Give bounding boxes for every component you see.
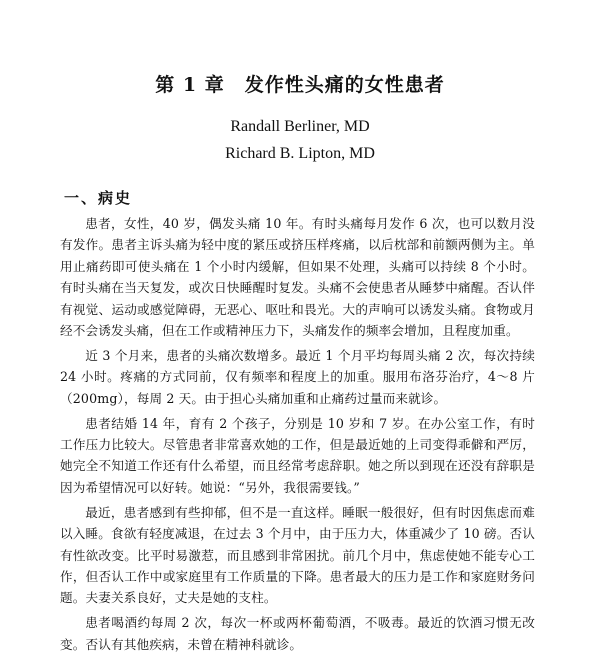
chapter-title: 第 1 章 发作性头痛的女性患者 xyxy=(155,74,445,96)
paragraph: 患者喝酒约每周 2 次，每次一杯或两杯葡萄酒，不吸毒。最近的饮酒习惯无改变。否认有其他疾病，未曾在精神科就诊。 xyxy=(60,615,535,652)
paragraph: 患者，女性，40 岁，偶发头痛 10 年。有时头痛每月发作 6 次，也可以数月没有发作。患者主诉头痛为轻中度的紧压或挤压样疼痛，以后枕部和前额两侧为主。单用止痛药即可使头痛在 1 个小时内缓解，但如果不处理，头痛可以持续 8 个小时。有时头痛在当天复发，或次日快睡醒时复发。头痛不会使患者从睡梦中痛醒。否认伴有视觉、运动或感觉障碍，无恶心、呕吐和畏光。大的声响可以诱发头痛。食物或月经不会诱发头痛，但在工作或精神压力下，头痛发作的频率会增加，且程度加重。 xyxy=(60,216,535,339)
paragraph: 近 3 个月来，患者的头痛次数增多。最近 1 个月平均每周头痛 2 次，每次持续 24 小时。疼痛的方式同前，仅有频率和程度上的加重。服用布洛芬治疗，4～8 片（200mg），每周 2 天。由于担心头痛加重和止痛药过量而来就诊。 xyxy=(60,347,535,406)
section-heading: 一、病史 xyxy=(64,189,133,207)
body-text xyxy=(60,213,535,659)
author-name: Randall Berliner, MD xyxy=(230,118,370,135)
paragraph: 最近，患者感到有些抑郁，但不是一直这样。睡眠一般很好，但有时因焦虑而难以入睡。食欲有轻度减退，在过去 3 个月中，由于压力大，体重减少了 10 磅。否认有性欲改变。比平时易激惹，而且感到非常困扰。前几个月中，焦虑使她不能专心工作，但否认工作中或家庭里有工作质量的下降。患者最大的压力是工作和家庭财务问题。夫妻关系良好，丈夫是她的支柱。 xyxy=(60,504,535,606)
paragraph: 患者结婚 14 年，育有 2 个孩子，分别是 10 岁和 7 岁。在办公室工作，有时工作压力比较大。尽管患者非常喜欢她的工作，但是最近她的上司变得乖僻和严厉，她完全不知道工作还有什么希望，而且经常考虑辞职。她之所以到现在还没有辞职是因为希望情况可以好转。她说：“另外，我很需要钱。” xyxy=(60,415,535,495)
author-list xyxy=(0,113,600,167)
author-name: Richard B. Lipton, MD xyxy=(225,145,375,162)
